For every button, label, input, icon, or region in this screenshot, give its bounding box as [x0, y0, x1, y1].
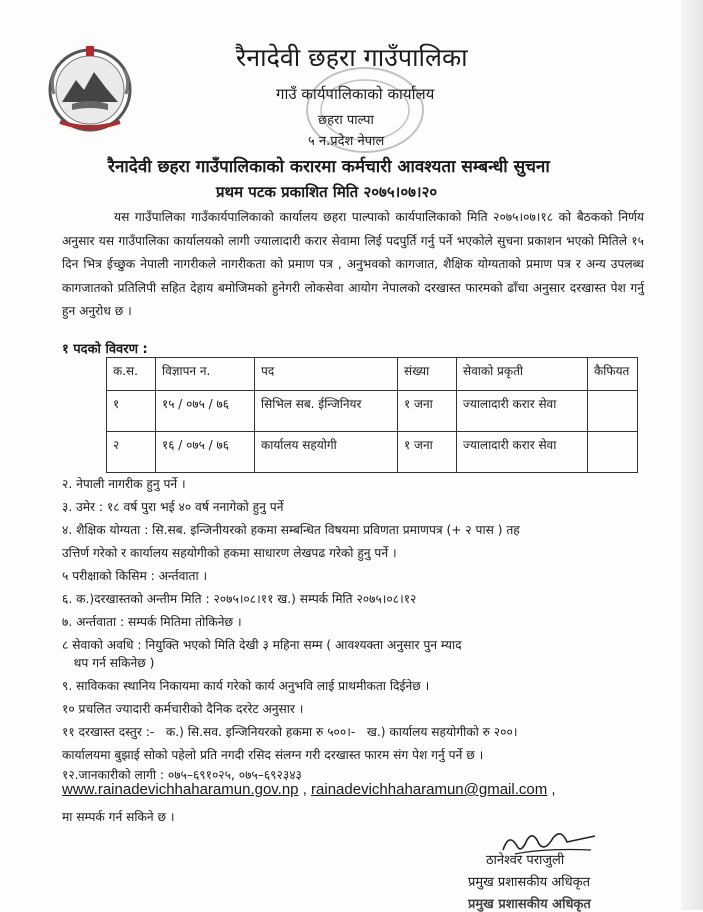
- column-header: पद: [255, 358, 398, 391]
- condition-item: ८ सेवाको अवधि : नियुक्ति भएको मिति देखी ३ महिना सम्म ( आवश्यक्ता अनुसार पुन म्याद: [62, 638, 462, 652]
- notice-title: रैनादेवी छहरा गाउँपालिकाको करारमा कर्मचारी आवश्यता सम्बन्धी सुचना: [108, 157, 550, 177]
- condition-item: ३. उमेर : १८ वर्ष पुरा भई ४० वर्ष ननागेको हुनु पर्ने: [62, 500, 284, 514]
- signatory-name: ठानेश्वर पराजुली: [486, 853, 565, 868]
- column-header: विज्ञापन न.: [156, 358, 255, 391]
- table-row: [107, 432, 638, 473]
- table-cell: ज्यालादारी करार सेवा: [457, 391, 588, 432]
- condition-item: ६. क.)दरखास्तको अन्तीम मिति : २०७५।०८।११ ख.) सम्पर्क मिति २०७५।०८।१२: [62, 592, 417, 606]
- table-cell: १ जना: [398, 391, 457, 432]
- nepal-emblem-logo: [42, 40, 138, 136]
- page-edge-shadow: [681, 0, 703, 910]
- table-cell: [588, 432, 638, 473]
- condition-item: कार्यालयमा बुझाई सोको पहेलो प्रति नगदी रसिद संलग्न गरी दरखास्त फारम संग पेश गर्नु पर्ने छ ।: [62, 748, 484, 762]
- condition-item: उत्तिर्ण गरेको र कार्यालय सहयोगीको हकमा साधारण लेखपढ गरेको हुनु पर्ने ।: [62, 546, 397, 560]
- contact-separator: ,: [298, 781, 312, 798]
- table-cell: १: [107, 391, 156, 432]
- condition-item: ९. साविकका स्थानिय निकायमा कार्य गरेको कार्य अनुभवि लाई प्राथमीकता दिईनेछ ।: [62, 679, 430, 693]
- office-name: गाउँ कार्यपालिकाको कार्यालय: [276, 85, 435, 103]
- condition-item: ५ परीक्षाको किसिम : अर्न्तवाता ।: [62, 569, 208, 583]
- table-cell: २: [107, 432, 156, 473]
- condition-item: थप गर्न सकिनेछ ): [62, 656, 155, 670]
- column-header: कैफियत: [588, 358, 638, 391]
- contact-line: [62, 781, 556, 798]
- condition-item: २. नेपाली नागरीक हुनु पर्ने ।: [62, 477, 186, 491]
- table-cell: [588, 391, 638, 432]
- notice-subtitle: प्रथम पटक प्रकाशित मिति २०७५।०७।२०: [216, 183, 438, 201]
- condition-item: १० प्रचलित ज्यादारी कर्मचारीको दैनिक दररेट अनुसार ।: [62, 702, 304, 716]
- table-cell: ज्यालादारी करार सेवा: [457, 432, 588, 473]
- table-cell: कार्यालय सहयोगी: [255, 432, 398, 473]
- column-header: क.स.: [107, 358, 156, 391]
- table-row: [107, 391, 638, 432]
- column-header: सेवाको प्रकृती: [457, 358, 588, 391]
- table-cell: १६ / ०७५ / ७६: [156, 432, 255, 473]
- contact-trail: ,: [547, 781, 556, 798]
- signatory-title: प्रमुख प्रशासकीय अधिकृत: [468, 875, 591, 890]
- table-cell: १ जना: [398, 432, 457, 473]
- notice-intro-paragraph: यस गाउँपालिका गाउँकार्यपालिकाको कार्यालय छहरा पाल्पाको कार्यपालिकाको मिति २०७५।०७।१८ को बैठकको निर्णय अनुसार यस गाउँपालिका कार्यालयको लागी ज्यालादारी करार सेवामा लिई पदपुर्ति गर्नु पर्ने भएकोले सुचना प्रकाशन भएको मितिले १५ दिन भित्र ईच्छुक नेपाली नागरीकले नागरीकता को प्रमाण पत्र , अनुभवको कागजात, शैक्षिक योग्यताको प्रमाण पत्र र अन्य उपलब्ध कागजातको प्रतिलिपी सहित देहाय बमोजिमको हुनेगरी लोकसेवा आयोग नेपालको दरखास्त फारमको ढाँचा अनुसार दरखास्त पेश गर्नु हुन अनुरोध छ ।: [62, 210, 644, 318]
- municipality-name: रैनादेवी छहरा गाउँपालिका: [236, 43, 468, 72]
- condition-item: १२.जानकारीको लागी : ०७५–६९१०२५, ०७५–६९२३४३: [62, 768, 302, 782]
- table-header-row: [107, 358, 638, 391]
- table-cell: १५ / ०७५ / ७६: [156, 391, 255, 432]
- office-location: छहरा पाल्पा: [318, 113, 374, 128]
- website-link[interactable]: www.rainadevichhaharamun.gov.np: [62, 781, 299, 798]
- contact-footer-line: मा सम्पर्क गर्न सकिने छ ।: [62, 810, 175, 824]
- posts-heading: १ पदको विवरण :: [62, 342, 148, 357]
- posts-table: [106, 357, 638, 473]
- condition-item: ४. शैक्षिक योग्यता : सि.सब. इन्जिनीयरको हकमा सम्बन्धित विषयमा प्रविणता प्रमाणपत्र (+ २ पास ) तह: [62, 523, 520, 537]
- signatory-stamp: प्रमुख प्रशासकीय अधिकृत: [468, 897, 591, 912]
- email-link[interactable]: rainadevichhaharamun@gmail.com: [311, 781, 548, 798]
- column-header: संख्या: [398, 358, 457, 391]
- table-cell: सिभिल सब. ईन्जिनियर: [255, 391, 398, 432]
- condition-item: ७. अर्न्तवाता : सम्पर्क मितिमा तोकिनेछ ।: [62, 615, 242, 629]
- condition-item: ११ दरखास्त दस्तुर :- क.) सि.सव. इन्जिनियरको हकमा रु ५००।- ख.) कार्यालय सहयोगीको रु २००।: [62, 725, 518, 739]
- province-name: ५ न.प्रदेश नेपाल: [308, 134, 385, 149]
